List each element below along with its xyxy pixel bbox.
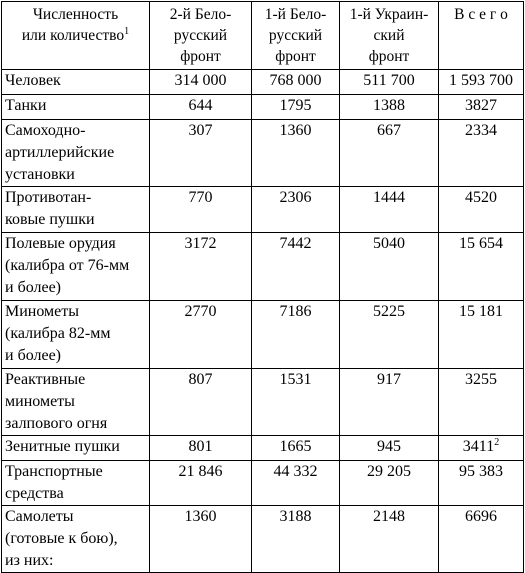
header-2nd-belorussian-front: 2-й Бело- русский фронт — [150, 2, 252, 70]
cell-2nd-belorussian: 21 846 — [150, 461, 252, 506]
cell-1st-belorussian: 1665 — [252, 436, 340, 461]
header-total: В с е г о — [439, 2, 524, 70]
cell-total: 15 654 — [439, 233, 524, 301]
cell-2nd-belorussian: 770 — [150, 187, 252, 233]
row-label: Реактивные минометы залпового огня — [2, 369, 150, 436]
row-label: Самолеты (готовые к бою), из них: — [2, 506, 150, 573]
row-label: Танки — [2, 95, 150, 120]
row-label: Человек — [2, 70, 150, 95]
cell-1st-belorussian: 768 000 — [252, 70, 340, 95]
cell-1st-ukrainian: 29 205 — [340, 461, 439, 506]
table-header-row — [2, 2, 524, 70]
cell-total: 95 383 — [439, 461, 524, 506]
footnote-marker: 2 — [494, 437, 500, 448]
row-label: Противотан- ковые пушки — [2, 187, 150, 233]
cell-1st-ukrainian: 945 — [340, 436, 439, 461]
cell-2nd-belorussian: 644 — [150, 95, 252, 120]
cell-total: 3827 — [439, 95, 524, 120]
cell-1st-belorussian: 44 332 — [252, 461, 340, 506]
cell-1st-ukrainian: 667 — [340, 120, 439, 187]
cell-2nd-belorussian: 801 — [150, 436, 252, 461]
table-row — [2, 70, 524, 95]
header-1st-belorussian-front: 1-й Бело- русский фронт — [252, 2, 340, 70]
cell-2nd-belorussian: 2770 — [150, 301, 252, 369]
table-row — [2, 506, 524, 573]
table-row — [2, 436, 524, 461]
cell-2nd-belorussian: 1360 — [150, 506, 252, 573]
table-row — [2, 301, 524, 369]
row-label: Полевые орудия (калибра от 76-мм и более) — [2, 233, 150, 301]
cell-1st-belorussian: 7186 — [252, 301, 340, 369]
cell-2nd-belorussian: 307 — [150, 120, 252, 187]
cell-1st-ukrainian: 5040 — [340, 233, 439, 301]
cell-2nd-belorussian: 807 — [150, 369, 252, 436]
table-row — [2, 369, 524, 436]
cell-1st-ukrainian: 917 — [340, 369, 439, 436]
cell-1st-belorussian: 3188 — [252, 506, 340, 573]
cell-total: 2334 — [439, 120, 524, 187]
header-quantity — [2, 2, 150, 70]
cell-1st-belorussian: 7442 — [252, 233, 340, 301]
header-footnote-marker: 1 — [124, 26, 130, 37]
cell-1st-belorussian: 2306 — [252, 187, 340, 233]
cell-total: 1 593 700 — [439, 70, 524, 95]
cell-1st-ukrainian: 2148 — [340, 506, 439, 573]
row-label: Самоходно- артиллерийские установки — [2, 120, 150, 187]
table-row — [2, 187, 524, 233]
cell-1st-belorussian: 1531 — [252, 369, 340, 436]
cell-total: 3255 — [439, 369, 524, 436]
row-label: Зенитные пушки — [2, 436, 150, 461]
cell-1st-ukrainian: 511 700 — [340, 70, 439, 95]
header-quantity-text: Численность или количество — [21, 6, 125, 44]
table-row — [2, 95, 524, 120]
cell-total: 6696 — [439, 506, 524, 573]
cell-1st-belorussian: 1795 — [252, 95, 340, 120]
table-row — [2, 233, 524, 301]
row-label: Минометы (калибра 82-мм и более) — [2, 301, 150, 369]
cell-total: 4520 — [439, 187, 524, 233]
cell-2nd-belorussian: 314 000 — [150, 70, 252, 95]
cell-total — [439, 436, 524, 461]
header-1st-ukrainian-front: 1-й Украин- ский фронт — [340, 2, 439, 70]
cell-1st-belorussian: 1360 — [252, 120, 340, 187]
cell-1st-ukrainian: 1444 — [340, 187, 439, 233]
cell-total-value: 3411 — [462, 438, 495, 455]
forces-table — [1, 1, 524, 573]
table-row — [2, 120, 524, 187]
row-label: Транспортные средства — [2, 461, 150, 506]
cell-2nd-belorussian: 3172 — [150, 233, 252, 301]
cell-1st-ukrainian: 5225 — [340, 301, 439, 369]
table-row — [2, 461, 524, 506]
cell-1st-ukrainian: 1388 — [340, 95, 439, 120]
cell-total: 15 181 — [439, 301, 524, 369]
